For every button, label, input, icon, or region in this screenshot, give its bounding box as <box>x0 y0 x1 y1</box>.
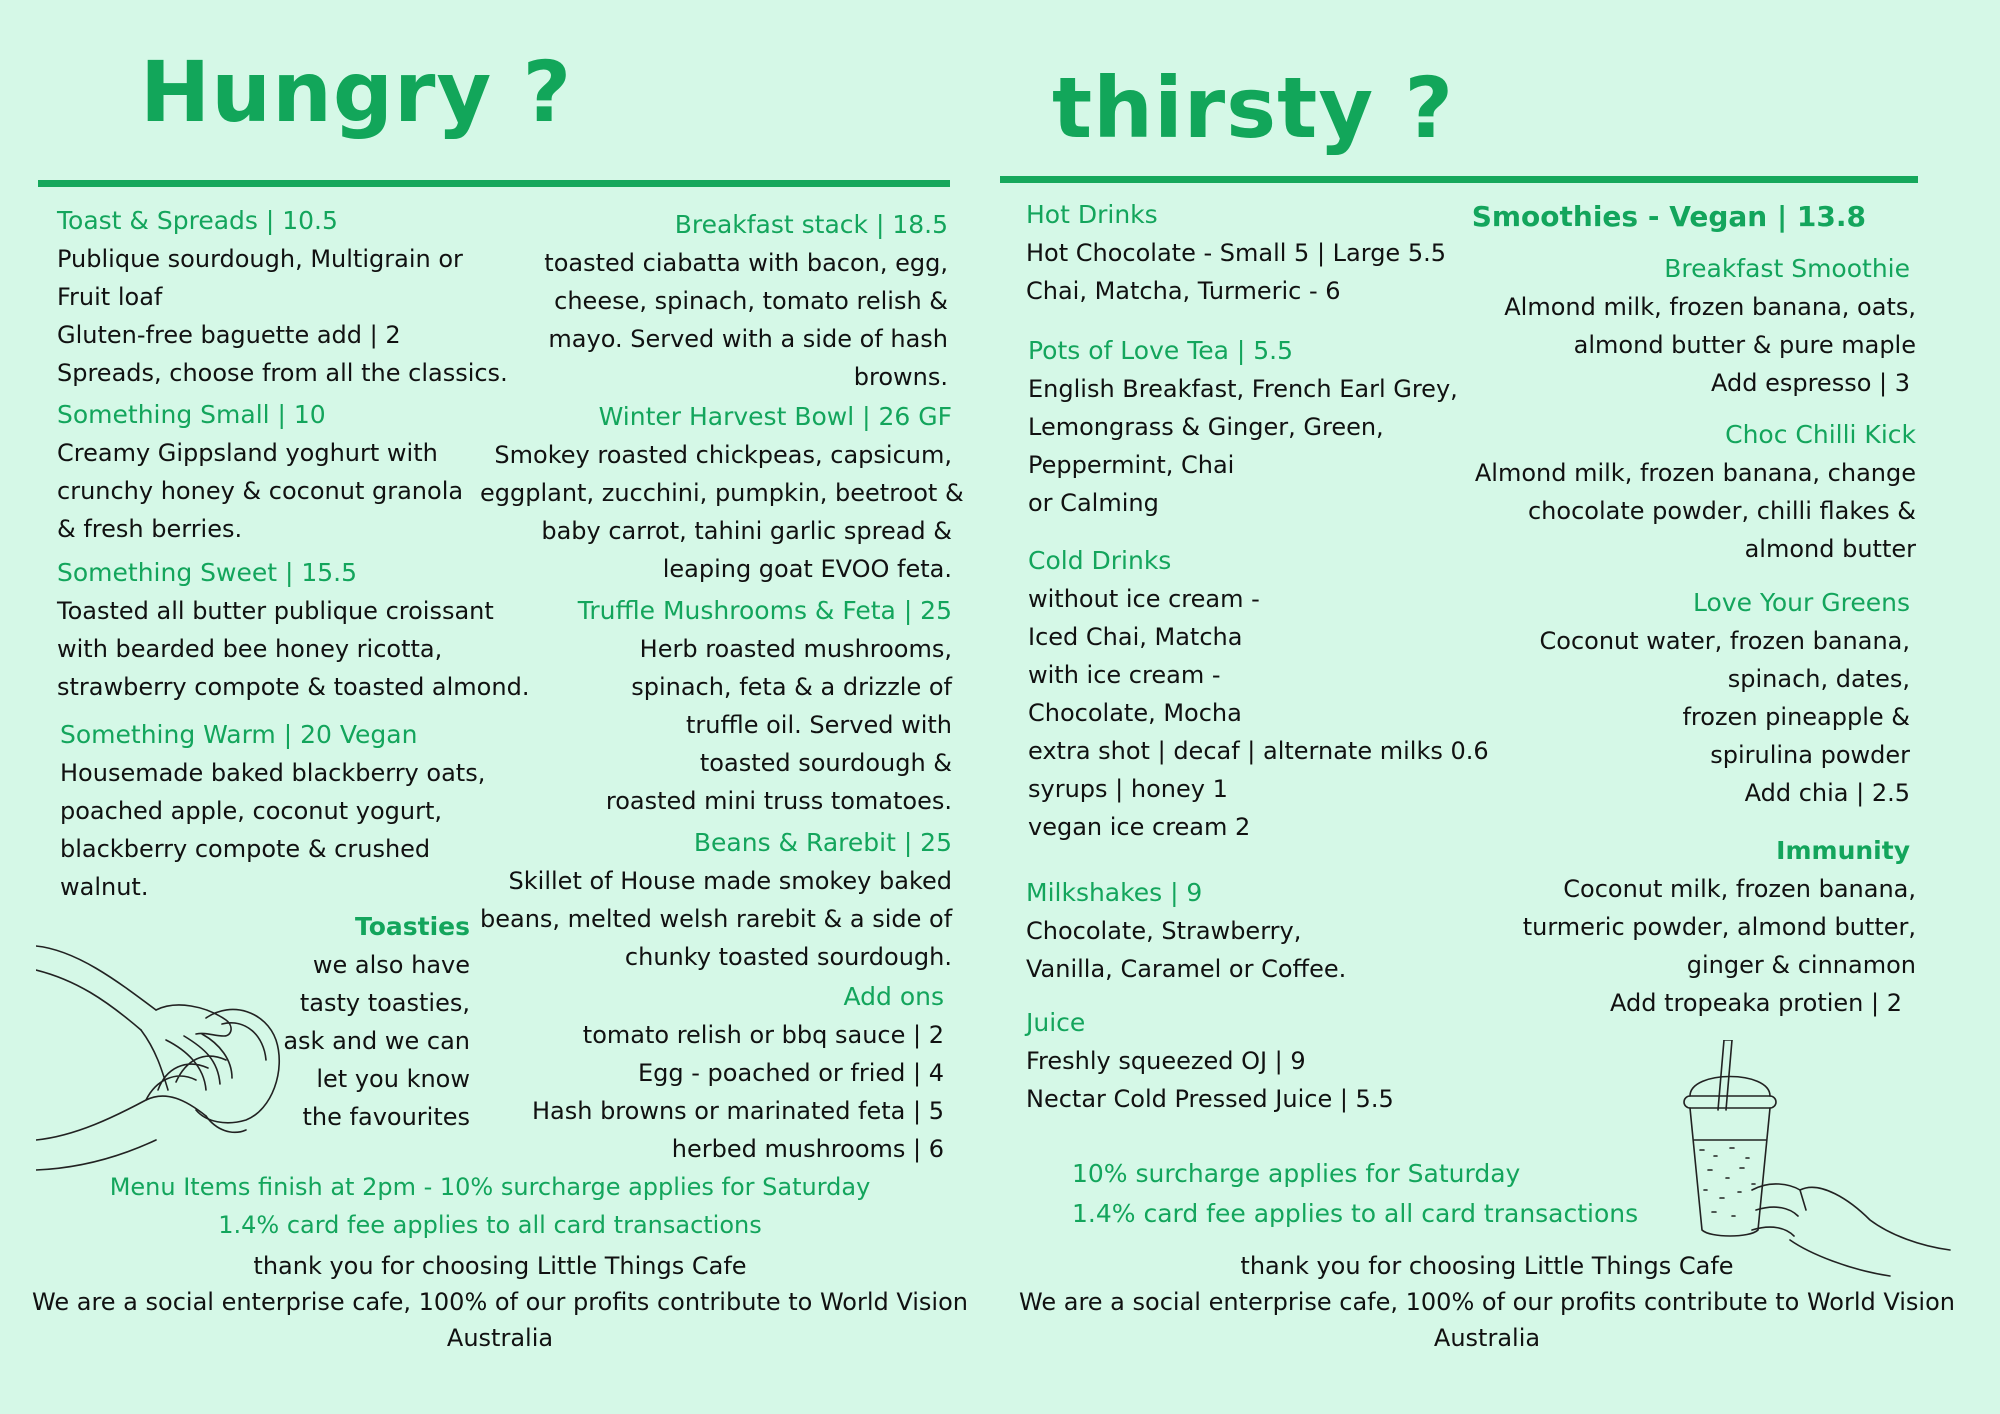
menu-line: blackberry compote & crushed <box>60 835 431 863</box>
love-your-greens-heading: Love Your Greens <box>1693 588 1910 617</box>
hands-holding-sandwich-illustration <box>36 940 306 1180</box>
thanks-line: thank you for choosing Little Things Cafe <box>1240 1252 1734 1280</box>
menu-line: leaping goat EVOO feta. <box>662 555 952 583</box>
menu-line: or Calming <box>1028 489 1159 517</box>
drinks-notice <box>1072 1154 1638 1234</box>
juice-section <box>1026 1004 1394 1118</box>
something-warm-heading: Something Warm | 20 Vegan <box>60 720 418 749</box>
toast-section <box>57 202 508 392</box>
thanks-line: We are a social enterprise cafe, 100% of our profits contribute to World Vision <box>32 1288 968 1316</box>
breakfast-stack-heading: Breakfast stack | 18.5 <box>674 210 948 239</box>
smoothies-heading: Smoothies - Vegan | 13.8 <box>1471 200 1866 233</box>
notice-line: 10% surcharge applies for Saturday <box>1072 1159 1521 1188</box>
choc-chilli-kick-section <box>1440 416 1916 568</box>
notice-line: 1.4% card fee applies to all card transactions <box>218 1211 762 1239</box>
hot-drinks-section <box>1026 196 1446 310</box>
cold-drinks-section <box>1028 542 1489 846</box>
truffle-mushrooms-section <box>480 592 952 820</box>
thanks-line: Australia <box>1433 1324 1541 1352</box>
milkshakes-section <box>1026 874 1346 988</box>
menu-line: we also have <box>312 951 470 979</box>
menu-line: Chocolate, Mocha <box>1028 699 1242 727</box>
menu-line: Chocolate, Strawberry, <box>1026 917 1302 945</box>
winter-harvest-bowl-heading: Winter Harvest Bowl | 26 GF <box>598 402 952 431</box>
menu-line: without ice cream - <box>1028 585 1260 613</box>
menu-line: almond butter <box>1744 535 1916 563</box>
immunity-heading: Immunity <box>1776 836 1910 865</box>
menu-line: with ice cream - <box>1028 661 1221 689</box>
menu-line: with bearded bee honey ricotta, <box>57 635 443 663</box>
menu-line: Add tropeaka protien | 2 <box>1610 989 1902 1017</box>
food-thanks <box>20 1248 980 1356</box>
menu-line: turmeric powder, almond butter, <box>1522 913 1916 941</box>
menu-line: walnut. <box>60 873 149 901</box>
menu-line: Lemongrass & Ginger, Green, <box>1028 413 1384 441</box>
menu-line: spirulina powder <box>1710 741 1910 769</box>
menu-line: spinach, dates, <box>1727 665 1910 693</box>
menu-line: crunchy honey & coconut granola <box>57 477 464 505</box>
something-sweet-heading: Something Sweet | 15.5 <box>57 558 358 587</box>
menu-line: Vanilla, Caramel or Coffee. <box>1026 955 1347 983</box>
menu-line: toasted ciabatta with bacon, egg, <box>544 249 948 277</box>
menu-line: cheese, spinach, tomato relish & <box>554 287 948 315</box>
breakfast-stack-section <box>480 206 948 396</box>
menu-line: ask and we can <box>283 1027 470 1055</box>
menu-line: Almond milk, frozen banana, oats, <box>1504 293 1916 321</box>
menu-line: English Breakfast, French Earl Grey, <box>1028 375 1458 403</box>
menu-line: chunky toasted sourdough. <box>624 943 952 971</box>
menu-line: chocolate powder, chilli flakes & <box>1527 497 1916 525</box>
menu-line: & fresh berries. <box>57 515 243 543</box>
milkshakes-heading: Milkshakes | 9 <box>1026 878 1203 907</box>
thanks-line: Australia <box>446 1324 554 1352</box>
menu-line: Add chia | 2.5 <box>1744 779 1910 807</box>
menu-line: Creamy Gippsland yoghurt with <box>57 439 438 467</box>
notice-line: Menu Items finish at 2pm - 10% surcharge applies for Saturday <box>109 1173 871 1201</box>
menu-line: almond butter & pure maple <box>1573 331 1916 359</box>
menu-line: Hash browns or marinated feta | 5 <box>531 1097 944 1125</box>
hungry-divider <box>38 180 950 187</box>
hand-holding-smoothie-cup-illustration <box>1680 1040 1960 1280</box>
menu-line: Publique sourdough, Multigrain or <box>57 245 463 273</box>
menu-line: extra shot | decaf | alternate milks 0.6 <box>1028 737 1489 765</box>
menu-line: Fruit loaf <box>57 283 163 311</box>
menu-line: syrups | honey 1 <box>1028 775 1228 803</box>
immunity-section <box>1440 832 1916 1022</box>
pots-of-love-tea-heading: Pots of Love Tea | 5.5 <box>1028 336 1294 365</box>
add-ons-section <box>480 978 944 1168</box>
menu-line: Skillet of House made smokey baked <box>508 867 952 895</box>
juice-heading: Juice <box>1026 1008 1086 1037</box>
menu-line: tasty toasties, <box>299 989 470 1017</box>
menu-line: vegan ice cream 2 <box>1028 813 1251 841</box>
menu-line: Toasted all butter publique croissant <box>57 597 494 625</box>
menu-line: the favourites <box>302 1103 470 1131</box>
menu-line: spinach, feta & a drizzle of <box>631 673 952 701</box>
menu-line: Herb roasted mushrooms, <box>639 635 952 663</box>
menu-line: tomato relish or bbq sauce | 2 <box>582 1021 944 1049</box>
menu-line: toasted sourdough & <box>699 749 952 777</box>
beans-rarebit-heading: Beans & Rarebit | 25 <box>693 828 952 857</box>
menu-line: Egg - poached or fried | 4 <box>638 1059 944 1087</box>
hungry-title: Hungry ? <box>140 43 573 141</box>
add-ons-heading: Add ons <box>843 982 944 1011</box>
menu-line: Spreads, choose from all the classics. <box>57 359 508 387</box>
menu-line: Gluten-free baguette add | 2 <box>57 321 401 349</box>
menu-line: let you know <box>316 1065 470 1093</box>
menu-line: Peppermint, Chai <box>1028 451 1235 479</box>
truffle-mushrooms-heading: Truffle Mushrooms & Feta | 25 <box>577 596 952 625</box>
thirsty-title: thirsty ? <box>1052 59 1455 157</box>
menu-line: roasted mini truss tomatoes. <box>605 787 952 815</box>
menu-line: Chai, Matcha, Turmeric - 6 <box>1026 277 1341 305</box>
menu-line: Housemade baked blackberry oats, <box>60 759 486 787</box>
breakfast-smoothie-heading: Breakfast Smoothie <box>1664 254 1910 283</box>
something-small-section <box>57 396 463 548</box>
cold-drinks-heading: Cold Drinks <box>1028 546 1172 575</box>
menu-line: Add espresso | 3 <box>1710 369 1910 397</box>
menu-line: eggplant, zucchini, pumpkin, beetroot & <box>480 479 964 507</box>
winter-harvest-bowl-section <box>480 398 964 588</box>
drinks-thanks <box>1000 1248 1974 1356</box>
choc-chilli-kick-heading: Choc Chilli Kick <box>1725 420 1916 449</box>
menu-line: truffle oil. Served with <box>686 711 952 739</box>
menu-line: strawberry compote & toasted almond. <box>57 673 530 701</box>
menu-line: frozen pineapple & <box>1682 703 1910 731</box>
menu-line: poached apple, coconut yogurt, <box>60 797 442 825</box>
toasties-heading: Toasties <box>354 912 470 941</box>
menu-line: Coconut water, frozen banana, <box>1539 627 1910 655</box>
something-sweet-section <box>57 554 529 706</box>
breakfast-smoothie-section <box>1440 250 1916 402</box>
menu-line: Smokey roasted chickpeas, capsicum, <box>494 441 952 469</box>
menu-line: herbed mushrooms | 6 <box>671 1135 944 1163</box>
toast-heading: Toast & Spreads | 10.5 <box>57 206 338 235</box>
menu-line: beans, melted welsh rarebit & a side of <box>480 905 953 933</box>
menu-line: Almond milk, frozen banana, change <box>1474 459 1916 487</box>
menu-line: mayo. Served with a side of hash <box>548 325 948 353</box>
something-small-heading: Something Small | 10 <box>57 400 326 429</box>
menu-line: Hot Chocolate - Small 5 | Large 5.5 <box>1026 239 1446 267</box>
notice-line: 1.4% card fee applies to all card transactions <box>1072 1199 1639 1228</box>
hot-drinks-heading: Hot Drinks <box>1026 200 1158 229</box>
food-notice <box>40 1168 940 1244</box>
menu-line: Iced Chai, Matcha <box>1028 623 1243 651</box>
thanks-line: thank you for choosing Little Things Cafe <box>253 1252 747 1280</box>
something-warm-section <box>60 716 485 906</box>
smoothies-header <box>1440 198 1866 236</box>
menu-line: ginger & cinnamon <box>1686 951 1916 979</box>
menu-line: Coconut milk, frozen banana, <box>1563 875 1916 903</box>
menu-line: Freshly squeezed OJ | 9 <box>1026 1047 1306 1075</box>
thirsty-divider <box>1000 176 1918 183</box>
love-your-greens-section <box>1440 584 1910 812</box>
thanks-line: We are a social enterprise cafe, 100% of our profits contribute to World Vision <box>1019 1288 1955 1316</box>
beans-rarebit-section <box>480 824 952 976</box>
menu-line: Nectar Cold Pressed Juice | 5.5 <box>1026 1085 1394 1113</box>
menu-line: browns. <box>853 363 948 391</box>
menu-line: baby carrot, tahini garlic spread & <box>541 517 952 545</box>
pots-of-love-tea-section <box>1028 332 1458 522</box>
